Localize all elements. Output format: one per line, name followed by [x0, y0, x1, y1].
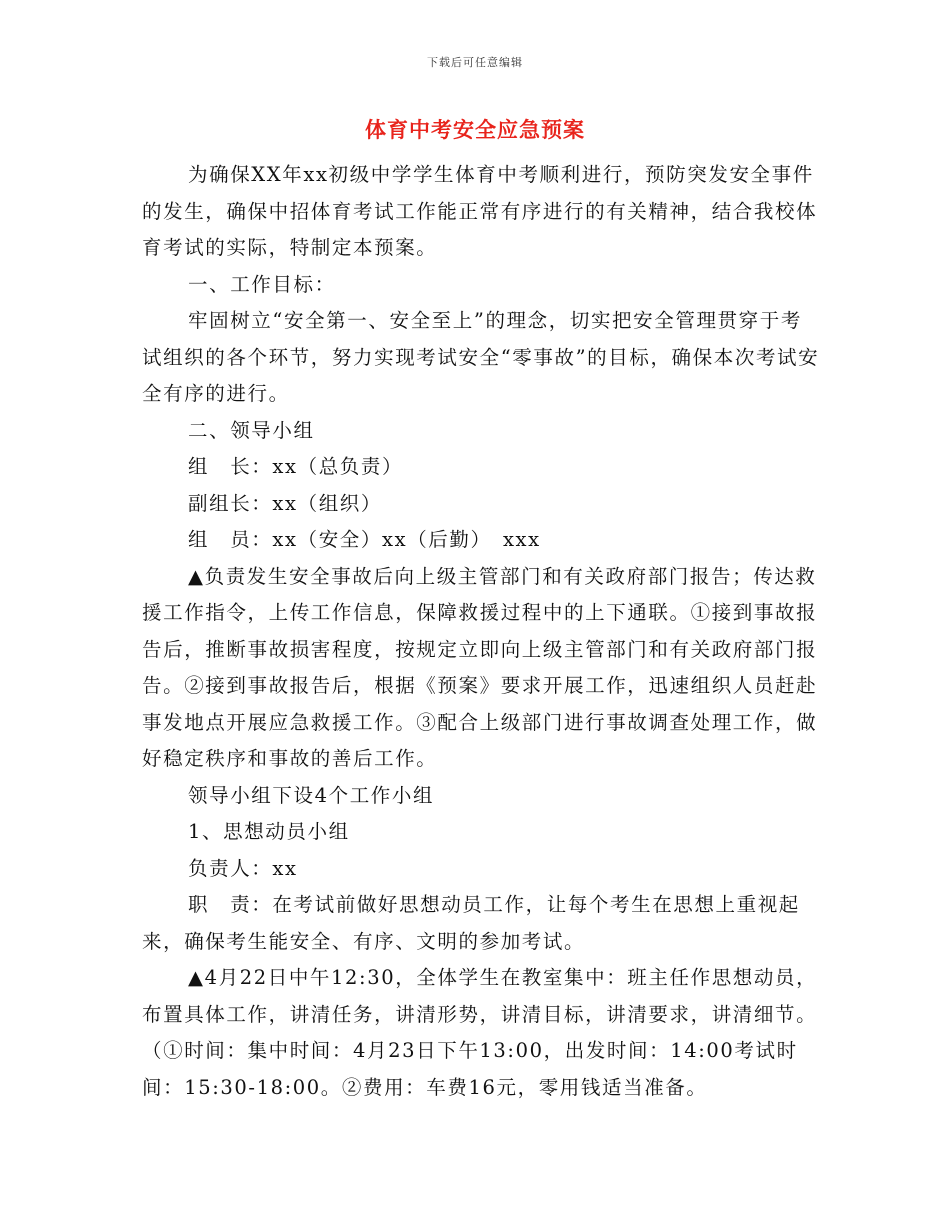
heading-mobilization-group: 1、思想动员小组	[188, 820, 350, 843]
line-group-members: 组 员：xx（安全）xx（后勤） xxx	[188, 528, 541, 551]
paragraph-leadership-duties: ▲负责发生安全事故后向上级主管部门和有关政府部门报告；传达救援工作指令，上传工作信息，保障救援过程中的上下通联。①接到事故报告后，推断事故损害程度，按规定立即向上级主管部门和有关政府部门报告。②接到事故报告后，根据《预案》要求开展工作，迅速组织人员赶赴事发地点开展应急救援工作。③配合上级部门进行事故调查处理工作，做好稳定秩序和事故的善后工作。	[142, 564, 818, 770]
paragraph-work-goal: 牢固树立“安全第一、安全至上”的理念，切实把安全管理贯穿于考试组织的各个环节，努力实现考试安全“零事故”的目标，确保本次考试安全有序的进行。	[142, 309, 820, 405]
paragraph-schedule: ▲4月22日中午12:30，全体学生在教室集中：班主任作思想动员，布置具体工作，讲清任务，讲清形势，讲清目标，讲清要求，讲清细节。（①时间：集中时间：4月23日下午13:00，出发时间：14:00考试时间：15:30-18:00。②费用：车费16元，零用钱适当准备。	[142, 966, 818, 1099]
heading-work-goal: 一、工作目标：	[188, 272, 336, 296]
document-title: 体育中考安全应急预案	[365, 117, 585, 142]
header-note: 下载后可任意编辑	[427, 56, 523, 69]
paragraph-intro: 为确保XX年xx初级中学学生体育中考顺利进行，预防突发安全事件的发生，确保中招体育考试工作能正常有序进行的有关精神，结合我校体育考试的实际，特制定本预案。	[142, 163, 818, 259]
line-subgroups: 领导小组下设4个工作小组	[188, 783, 435, 807]
paragraph-responsibilities: 职 责：在考试前做好思想动员工作，让每个考生在思想上重视起来，确保考生能安全、有序、文明的参加考试。	[142, 893, 800, 953]
line-group-leader: 组 长：xx（总负责）	[188, 455, 404, 478]
document-body	[142, 157, 822, 1106]
line-person-in-charge: 负责人：xx	[188, 856, 298, 880]
heading-leadership-group: 二、领导小组	[188, 418, 315, 442]
line-deputy-leader: 副组长：xx（组织）	[188, 491, 382, 515]
